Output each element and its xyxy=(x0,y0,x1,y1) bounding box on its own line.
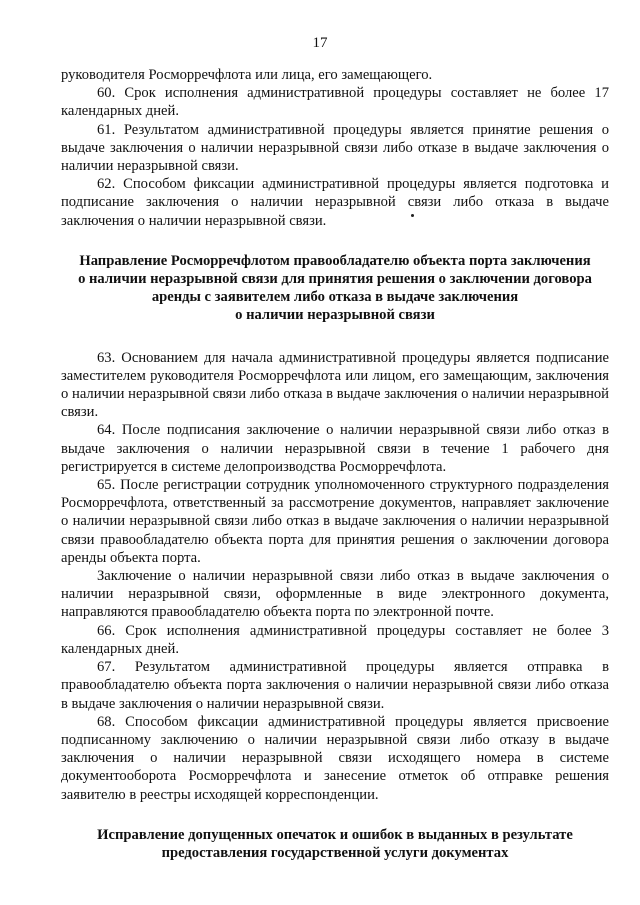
heading-line: о наличии неразрывной связи xyxy=(235,307,435,324)
heading-line: аренды с заявителем либо отказа в выдаче заключения xyxy=(151,289,519,306)
heading-line: предоставления государственной услуги документах xyxy=(161,844,509,861)
paragraph-61: 61. Результатом административной процедуры является принятие решения о выдаче заключения о наличии неразрывной связи либо отказе в выдаче заключения о наличии неразрывной связи. xyxy=(61,121,609,175)
paragraph-63: 63. Основанием для начала административной процедуры является подписание заместителем руководителя Росморречфлота или лицом, его замещающим, заключения о наличии неразрывной связи либо отказа в выдаче заключения о наличии неразрывной связи. xyxy=(61,349,609,421)
section-heading-corrections xyxy=(61,826,609,862)
paragraph-65-continued: Заключение о наличии неразрывной связи либо отказ в выдаче заключения о наличии неразрывной связи, оформленные в виде электронного документа, направляются правообладателю объекта порта по электронной почте. xyxy=(61,568,609,621)
page-content xyxy=(61,66,609,862)
stray-dot-mark xyxy=(411,214,414,217)
heading-line: о наличии неразрывной связи для принятия решения о заключении договора xyxy=(78,271,592,288)
paragraph-67: 67. Результатом административной процедуры является отправка в правообладателю объекта порта заключения о наличии неразрывной связи либо отказа в выдаче заключения о наличии неразрывной связи. xyxy=(61,659,609,712)
paragraph-continuation: руководителя Росморречфлота или лица, его замещающего. xyxy=(61,67,433,83)
paragraph-66: 66. Срок исполнения административной процедуры составляет не более 3 календарных дней. xyxy=(61,622,609,657)
section-heading-direction xyxy=(61,252,609,325)
paragraph-64: 64. После подписания заключение о наличии неразрывной связи либо отказ в выдаче заключения о наличии неразрывной связи в течение 1 рабочего дня регистрируется в системе делопроизводства Росморречфлота. xyxy=(61,422,609,475)
paragraph-68: 68. Способом фиксации административной процедуры является присвоение подписанному заключению о наличии неразрывной связи либо отказу в выдаче заключения о наличии неразрывной связи исходящего номера в системе документооборота Росморречфлота и занесение отметок об отправке решения заявителю в реестры исходящей корреспонденции. xyxy=(61,713,609,803)
page-number: 17 xyxy=(312,35,328,51)
paragraph-65: 65. После регистрации сотрудник уполномоченного структурного подразделения Росморречфлота, ответственный за рассмотрение документов, направляет заключение о наличии неразрывной связи либо отказ в выдаче заключения о наличии неразрывной связи правообладателю объекта порта для принятия решения о заключении договора аренды объекта порта. xyxy=(61,477,609,566)
heading-line: Направление Росморречфлотом правообладателю объекта порта заключения xyxy=(79,252,591,269)
paragraph-62: 62. Способом фиксации административной процедуры является подготовка и подписание заключения о наличии неразрывной связи либо отказа в выдаче заключения о наличии неразрывной связи. xyxy=(61,176,609,229)
heading-line: Исправление допущенных опечаток и ошибок в выданных в результате xyxy=(97,826,573,843)
paragraph-60: 60. Срок исполнения административной процедуры составляет не более 17 календарных дней. xyxy=(61,85,609,120)
